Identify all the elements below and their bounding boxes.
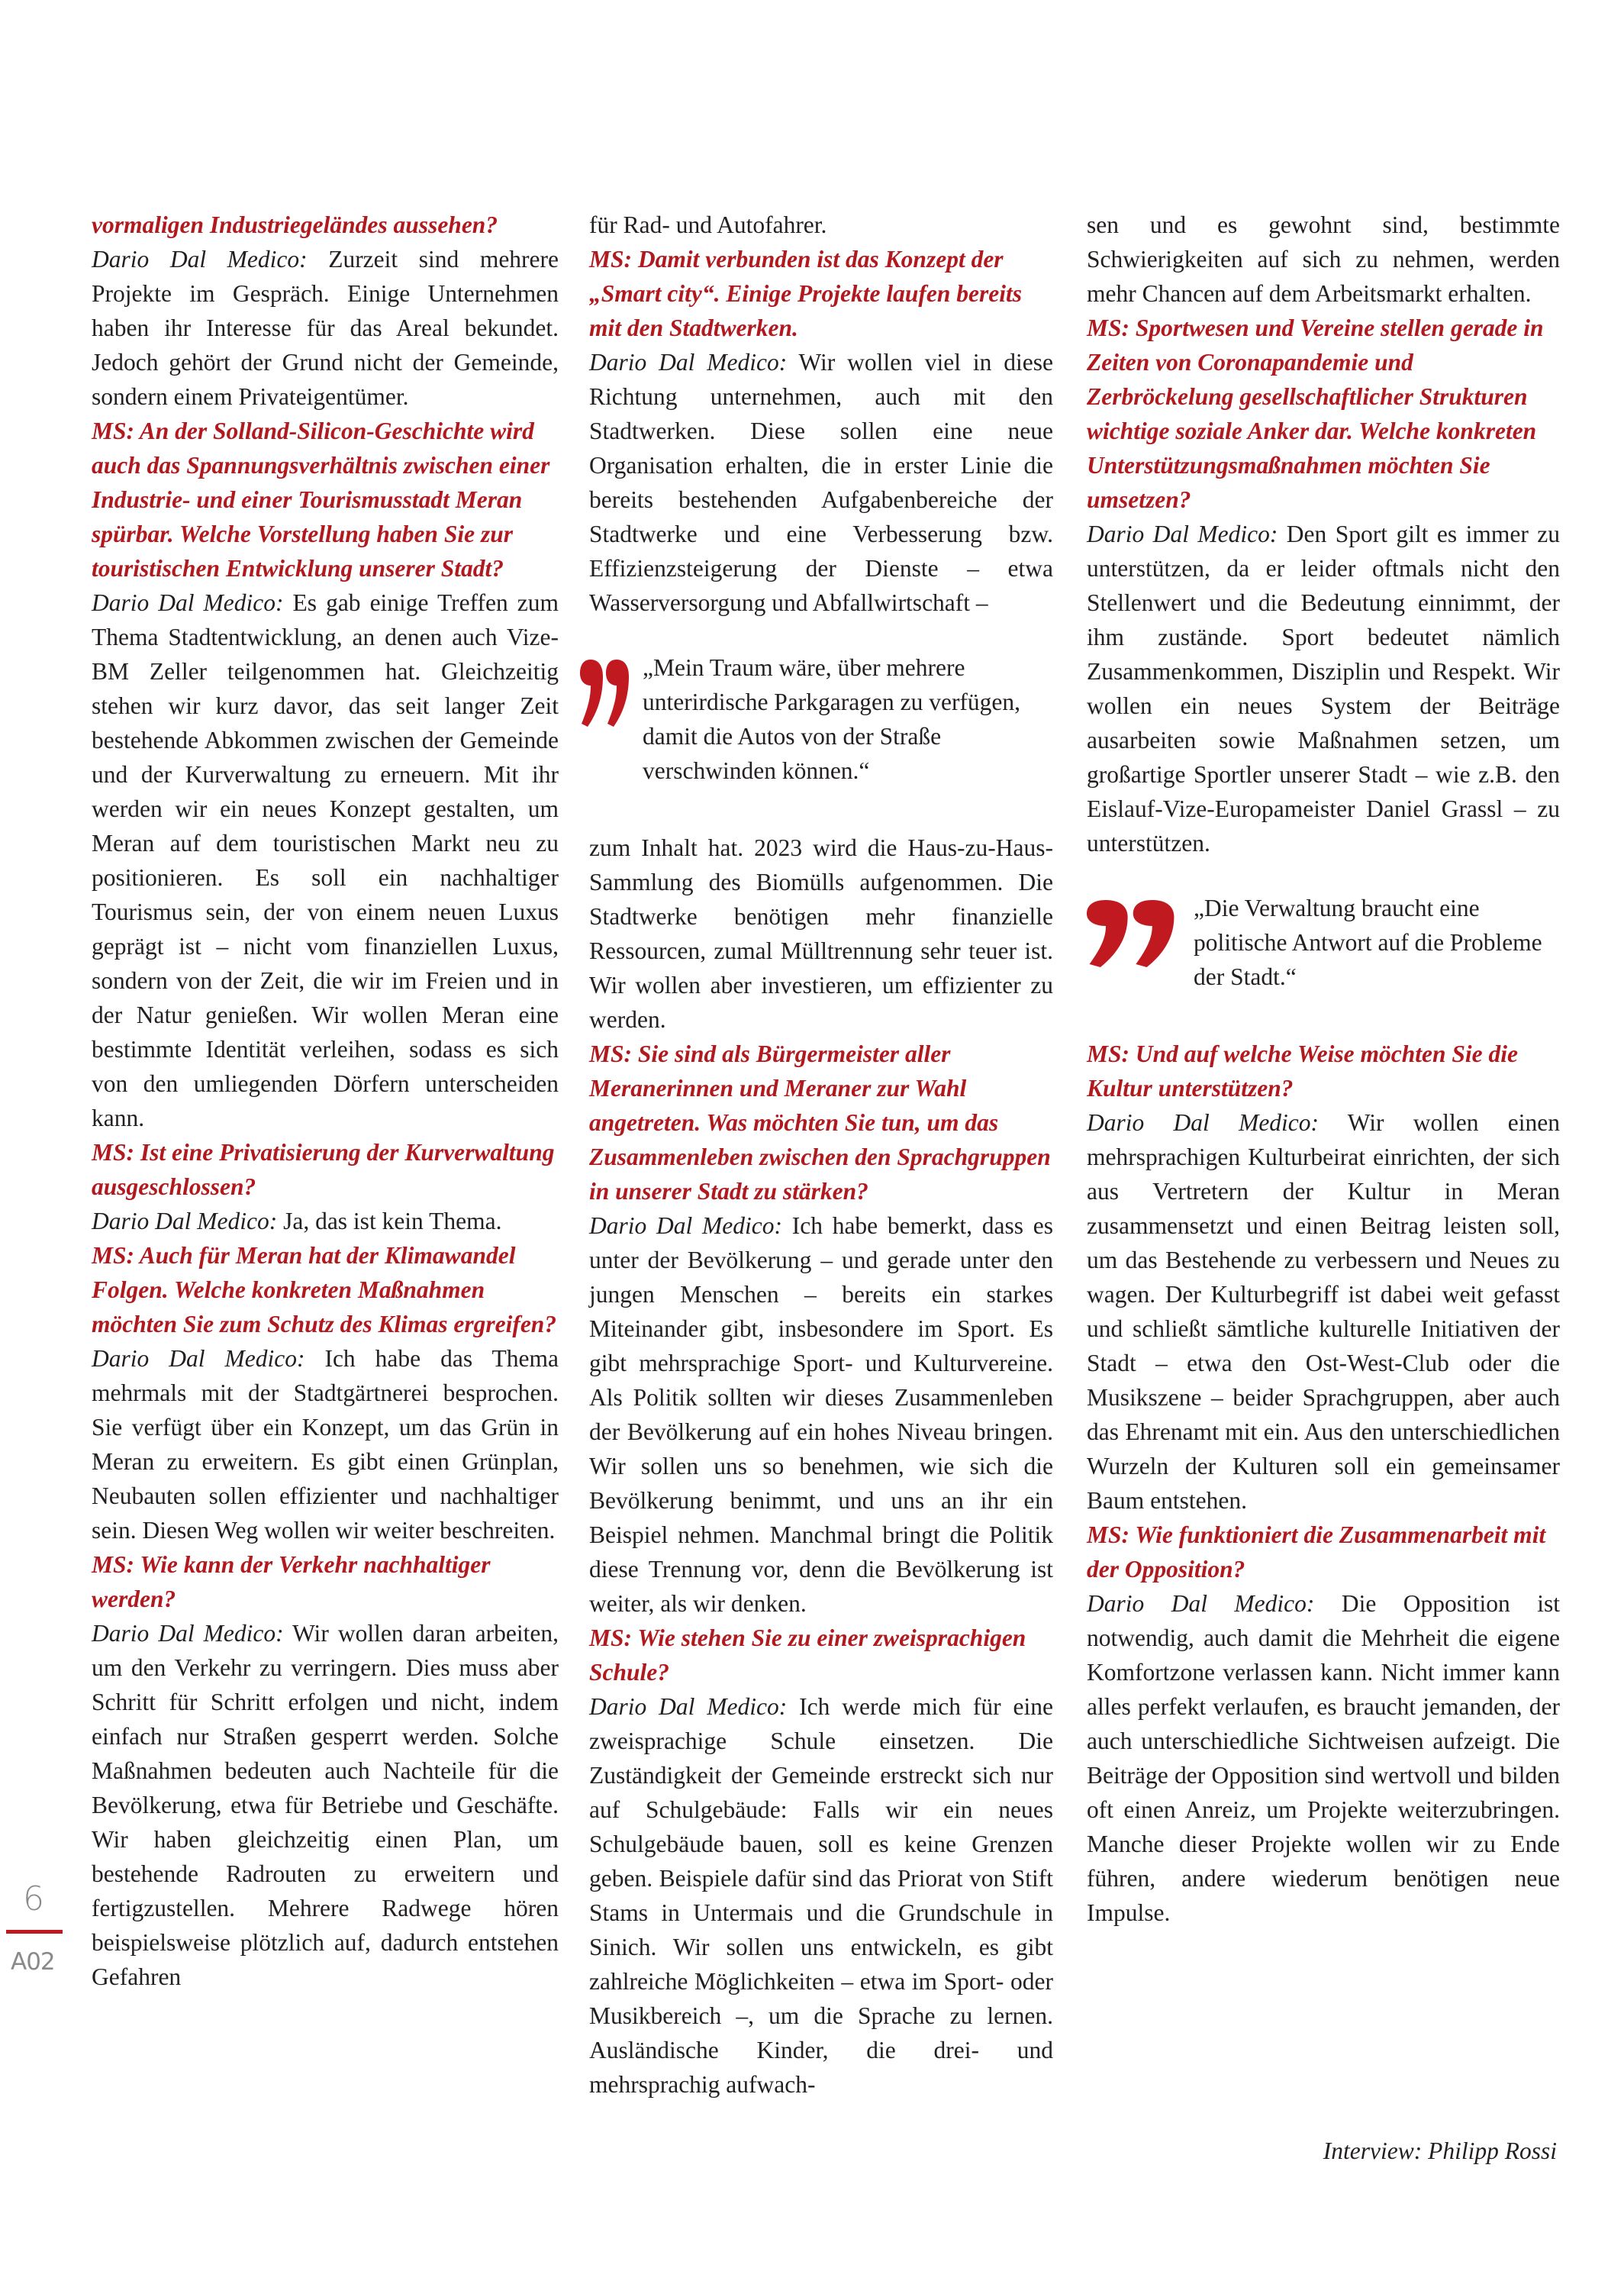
speaker-name: Dario Dal Medico: bbox=[1087, 521, 1278, 547]
speaker-name: Dario Dal Medico: bbox=[589, 1212, 782, 1239]
question-text: MS: Wie funktioniert die Zusammenarbeit mit der Opposition? bbox=[1087, 1521, 1546, 1583]
quotation-mark-icon bbox=[1087, 899, 1177, 969]
answer-body: Den Sport gilt es immer zu unterstützen, da er leider oftmals nicht den Stellenwert und die Bedeutung einnimmt, der ihm zustände. Sport bedeutet nämlich Zusammenkommen, Disziplin und Respekt. Wir wollen ein neues System der Beiträge ausarbeiten sowie Maßnahmen setzen, um großartige Sportler unserer Stadt – wie z.B. den Eislauf-Vize-Europameister Daniel Grassl – zu unterstützen. bbox=[1087, 521, 1560, 857]
question-text: MS: Auch für Meran hat der Klimawandel Folgen. Welche konkreten Maßnahmen möchten Sie zum Schutz des Klimas ergreifen? bbox=[92, 1242, 557, 1337]
answer-body: Wir wollen daran arbeiten, um den Verkehr zu verringern. Dies muss aber Schritt für Schritt erfolgen und nicht, indem einfach nur Straßen gesperrt werden. Solche Maßnahmen bedeuten auch Nachteile für die Bevölkerung, etwa für Betriebe und Geschäfte. Wir haben gleichzeitig einen Plan, um bestehende Radrouten zu erweitern und fertigzustellen. Mehrere Radwege hören beispielsweise plötzlich auf, dadurch entstehen Gefahren bbox=[92, 1620, 559, 1990]
page-number-divider bbox=[6, 1930, 63, 1934]
question-text: MS: Sie sind als Bürgermeister aller Meranerinnen und Meraner zur Wahl angetreten. Was möchten Sie tun, um das Zusammenleben zwischen den Sprachgruppen in unserer Stadt zu stärken? bbox=[589, 1040, 1051, 1205]
question-text: MS: Und auf welche Weise möchten Sie die Kultur unterstützen? bbox=[1087, 1040, 1518, 1102]
answer-text bbox=[589, 1689, 1053, 2102]
speaker-name: Dario Dal Medico: bbox=[1087, 1109, 1320, 1136]
answer-text bbox=[589, 345, 1053, 620]
speaker-name: Dario Dal Medico: bbox=[589, 1693, 788, 1720]
interview-credit: Interview: Philipp Rossi bbox=[1323, 2137, 1557, 2164]
answer-body: Ich werde mich für eine zweisprachige Schule einsetzen. Die Zuständigkeit der Gemeinde erstreckt sich nur auf Schulgebäude: Falls wir ein neues Schulgebäude bauen, soll es keine Grenzen geben. Beispiele dafür sind das Priorat von Stift Stams in Untermais und die Grundschule in Sinich. Wir sollen uns entwickeln, es gibt zahlreiche Möglichkeiten – etwa im Sport- oder Musikbereich –, um die Sprache zu lernen. Ausländische Kinder, die drei- und mehrsprachig aufwach- bbox=[589, 1693, 1054, 2098]
answer-text bbox=[92, 242, 559, 414]
answer-body: Ich habe bemerkt, dass es unter der Bevölkerung – und gerade unter den jungen Menschen – bereits ein starkes Miteinander gibt, insbesondere im Sport. Es gibt mehrsprachige Sport- und Kulturvereine. Als Politik sollten wir dieses Zusammenleben der Bevölkerung auf ein hohes Niveau bringen. Wir sollen uns so benehmen, wie sich die Bevölkerung benimmt, und uns an ihr ein Beispiel nehmen. Manchmal bringt die Politik diese Trennung vor, denn die Bevölkerung ist weiter, als wir denken. bbox=[589, 1212, 1053, 1617]
article-column-1 bbox=[92, 208, 559, 1994]
answer-text bbox=[92, 586, 559, 1135]
answer-body: Ja, das ist kein Thema. bbox=[277, 1208, 502, 1234]
answer-body: Die Opposition ist notwendig, auch damit die Mehrheit die eigene Komfortzone verlassen kann. Nicht immer kann alles perfekt verlaufen, es braucht jemanden, der auch unterschiedliche Sichtweisen aufzeigt. Die Beiträge der Opposition sind wertvoll und bilden oft einen Anreiz, um Projekte weiterzubringen. Manche dieser Projekte wollen wir zu Ende führen, andere wiederum benötigen neue Impulse. bbox=[1087, 1590, 1560, 1926]
answer-body: Zurzeit sind mehrere Projekte im Gespräch. Einige Unternehmen haben ihr Interesse für das Areal bekundet. Jedoch gehört der Grund nicht der Gemeinde, sondern einem Privateigentümer. bbox=[92, 246, 559, 410]
question-text: MS: Ist eine Privatisierung der Kurverwaltung ausgeschlossen? bbox=[92, 1139, 555, 1200]
page-code: A02 bbox=[11, 1948, 55, 1976]
speaker-name: Dario Dal Medico: bbox=[92, 1345, 305, 1372]
speaker-name: Dario Dal Medico: bbox=[92, 246, 308, 273]
answer-text: zum Inhalt hat. 2023 wird die Haus-zu-Haus-Sammlung des Biomülls aufgenommen. Die Stadtwerke benötigen mehr finanzielle Ressourcen, zumal Mülltrennung sehr teuer ist. Wir wollen aber investieren, um effizienter zu werden. bbox=[589, 834, 1053, 1033]
question-text: MS: Damit verbunden ist das Konzept der „Smart city“. Einige Projekte laufen bereits mit den Stadtwerken. bbox=[589, 246, 1022, 341]
article-column-2 bbox=[589, 208, 1053, 2102]
question-text: vormaligen Industriegeländes aussehen? bbox=[92, 211, 498, 238]
answer-text bbox=[589, 1208, 1053, 1621]
page-number: 6 bbox=[23, 1879, 44, 1918]
speaker-name: Dario Dal Medico: bbox=[1087, 1590, 1315, 1617]
answer-body: Wir wollen einen mehrsprachigen Kulturbeirat einrichten, der sich aus Vertretern der Kultur in Meran zusammensetzt und einen Beitrag leisten soll, um das Bestehende zu verbessern und Neues zu wagen. Der Kulturbegriff ist dabei weit gefasst und schließt sämtliche kulturelle Initiativen der Stadt – etwa den Ost-West-Club oder die Musikszene – beider Sprachgruppen, aber auch das Ehrenamt mit ein. Aus den unterschiedlichen Wurzeln der Kulturen soll ein gemeinsamer Baum entstehen. bbox=[1087, 1109, 1561, 1514]
answer-text: sen und es gewohnt sind, bestimmte Schwierigkeiten auf sich zu nehmen, werden mehr Chancen auf dem Arbeitsmarkt erhalten. bbox=[1087, 211, 1560, 307]
question-text: MS: An der Solland-Silicon-Geschichte wird auch das Spannungsverhältnis zwischen einer Industrie- und einer Tourismusstadt Meran spürbar. Welche Vorstellung haben Sie zur touristischen Entwicklung unserer Stadt? bbox=[92, 418, 550, 582]
speaker-name: Dario Dal Medico: bbox=[589, 349, 788, 376]
question-text: MS: Sportwesen und Vereine stellen gerade in Zeiten von Coronapandemie und Zerbröckelung gesellschaftlicher Strukturen wichtige soziale Anker dar. Welche konkreten Unterstützungsmaßnahmen möchten Sie umsetzen? bbox=[1087, 315, 1544, 513]
answer-text bbox=[1087, 1586, 1560, 1930]
question-text: MS: Wie kann der Verkehr nachhaltiger werden? bbox=[92, 1551, 491, 1612]
pull-quote-text: „Mein Traum wäre, über mehrere unterirdische Parkgaragen zu verfügen, damit die Autos von der Straße verschwinden können.“ bbox=[643, 654, 1021, 784]
pull-quote bbox=[589, 650, 1053, 788]
answer-text bbox=[1087, 1105, 1560, 1518]
answer-text bbox=[92, 1341, 559, 1547]
pull-quote-text: „Die Verwaltung braucht eine politische Antwort auf die Probleme der Stadt.“ bbox=[1194, 895, 1542, 990]
quotation-mark-icon bbox=[580, 658, 630, 728]
question-text: MS: Wie stehen Sie zu einer zweisprachigen Schule? bbox=[589, 1624, 1026, 1686]
speaker-name: Dario Dal Medico: bbox=[92, 1208, 278, 1234]
answer-body: Wir wollen viel in diese Richtung unternehmen, auch mit den Stadtwerken. Diese sollen eine neue Organisation erhalten, die in erster Linie die bereits bestehenden Aufgabenbereiche der Stadtwerke und eine Verbesserung bzw. Effizienzsteigerung der Dienste – etwa Wasserversorgung und Abfallwirtschaft – bbox=[589, 349, 1053, 616]
speaker-name: Dario Dal Medico: bbox=[92, 589, 284, 616]
answer-text bbox=[1087, 517, 1560, 860]
answer-body: Es gab einige Treffen zum Thema Stadtentwicklung, an denen auch Vize-BM Zeller teilgenommen hat. Gleichzeitig stehen wir kurz davor, das seit langer Zeit bestehende Abkommen zwischen der Gemeinde und der Kurverwaltung zu erneuern. Mit ihr werden wir ein neues Konzept gestalten, um Meran auf dem touristischen Markt neu zu positionieren. Es soll ein nachhaltiger Tourismus sein, der von einem neuen Luxus geprägt ist – nicht vom finanziellen Luxus, sondern von der Zeit, die wir im Freien und in der Natur genießen. Wir wollen Meran eine bestimmte Identität verleihen, sodass es sich von den umliegenden Dörfern unterscheiden kann. bbox=[92, 589, 559, 1131]
speaker-name: Dario Dal Medico: bbox=[92, 1620, 284, 1647]
article-column-3 bbox=[1087, 208, 1560, 1930]
pull-quote bbox=[1087, 891, 1560, 994]
answer-text bbox=[92, 1616, 559, 1994]
answer-text bbox=[92, 1204, 559, 1238]
answer-text: für Rad- und Autofahrer. bbox=[589, 211, 827, 238]
answer-body: Ich habe das Thema mehrmals mit der Stadtgärtnerei besprochen. Sie verfügt über ein Konzept, um das Grün in Meran zu erweitern. Es gibt einen Grünplan, Neubauten sollen effizienter und nachhaltiger sein. Diesen Weg wollen wir weiter beschreiten. bbox=[92, 1345, 559, 1544]
